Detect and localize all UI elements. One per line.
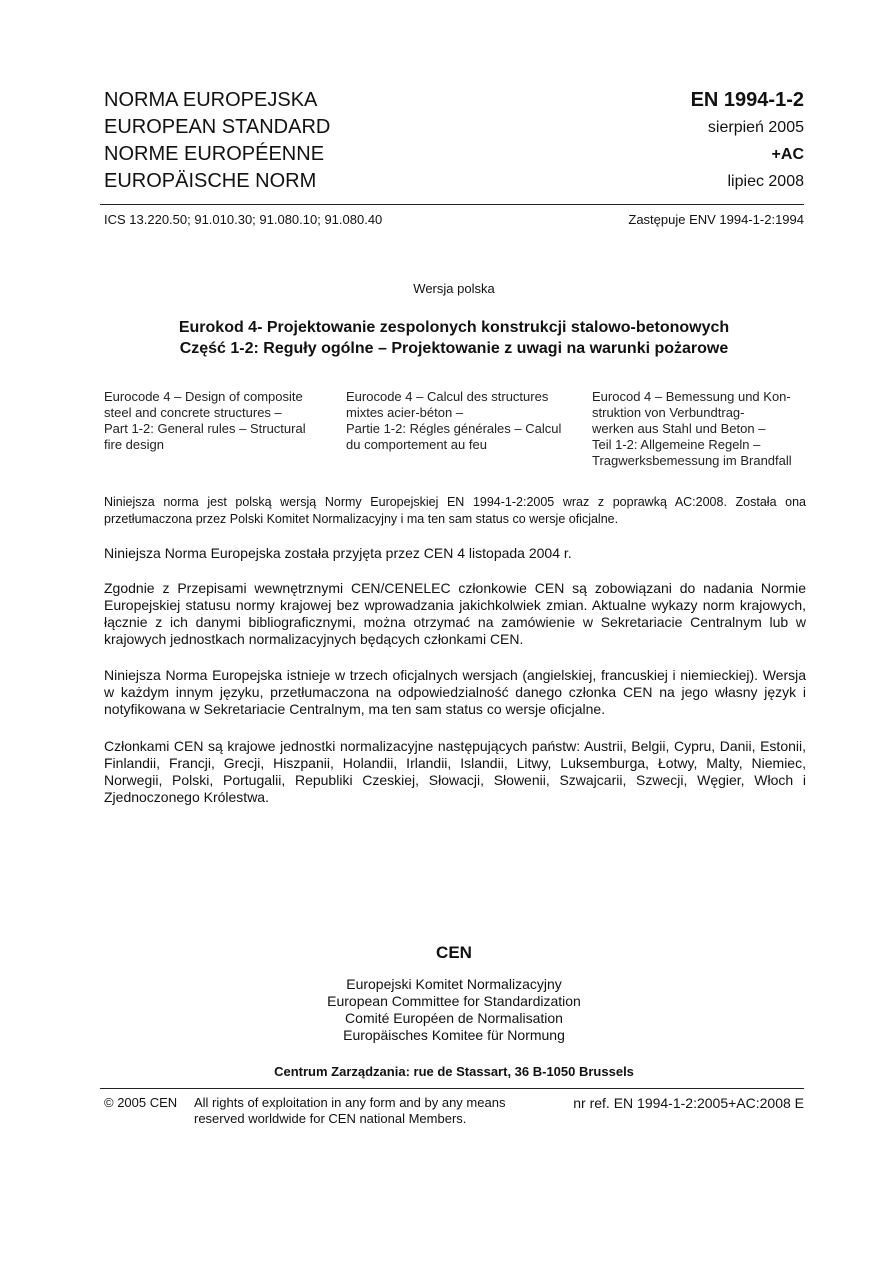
standard-names xyxy=(104,87,330,195)
translation-line: du comportement au feu xyxy=(346,437,487,452)
publication-date: sierpień 2005 xyxy=(707,119,804,136)
document-title xyxy=(0,317,893,359)
cen-name-fr: Comité Européen de Normalisation xyxy=(345,1010,563,1026)
cen-name-pl: Europejski Komitet Normalizacyjny xyxy=(346,976,562,992)
cen-acronym: CEN xyxy=(436,943,472,962)
translation-line: Teil 1-2: Allgemeine Regeln – xyxy=(592,437,761,452)
cen-address: Centrum Zarządzania: rue de Stassart, 36 B-1050 Brussels xyxy=(274,1064,634,1079)
paragraph-official-versions: Niniejsza Norma Europejska istnieje w trzech oficjalnych wersjach (angielskiej, francuskiej i niemieckiej). Wersja w każdym innym języku, przetłumaczona na odpowiedzialność danego członka CEN na jego własny język i notyfikowana w Sekretariacie Centralnym, ma ten sam status co wersje oficjalne. xyxy=(104,667,806,717)
translation-fr xyxy=(346,389,576,453)
footer-divider xyxy=(100,1088,804,1089)
translation-line: Eurocod 4 – Bemessung und Kon- xyxy=(592,389,791,404)
standard-name-en: EUROPEAN STANDARD xyxy=(104,116,331,138)
translation-line: Partie 1-2: Régles générales – Calcul xyxy=(346,421,562,436)
standard-number: EN 1994-1-2 xyxy=(690,89,804,111)
supersedes-note: Zastępuje ENV 1994-1-2:1994 xyxy=(628,212,804,227)
translation-line: Eurocode 4 – Design of composite xyxy=(104,389,303,404)
ics-codes: ICS 13.220.50; 91.010.30; 91.080.10; 91.080.40 xyxy=(104,212,383,227)
rights-line-1: All rights of exploitation in any form and by any means xyxy=(194,1095,506,1110)
paragraph-internal-regulations: Zgodnie z Przepisami wewnętrznymi CEN/CENELEC członkowie CEN są zobowiązani do nadania Normie Europejskiej statusu normy krajowej bez wprowadzania jakichkolwiek zmian. Aktualne wykazy norm krajowych, łącznie z ich danymi bibliograficznymi, można otrzymać na zamówienie w Sekretariacie Centralnym lub w krajowych jednostkach normalizacyjnych będących członkami CEN. xyxy=(104,580,806,647)
translation-line: werken aus Stahl und Beton – xyxy=(592,421,766,436)
standard-name-de: EUROPÄISCHE NORM xyxy=(104,170,317,192)
header-divider xyxy=(100,204,804,205)
version-label: Wersja polska xyxy=(413,281,495,296)
translation-de xyxy=(592,389,812,469)
cen-name-de: Europäisches Komitee für Normung xyxy=(343,1027,565,1043)
translation-line: struktion von Verbundtrag- xyxy=(592,405,745,420)
title-line-2: Część 1-2: Reguły ogólne – Projektowanie z uwagi na warunki pożarowe xyxy=(179,340,729,357)
standard-name-fr: NORME EUROPÉENNE xyxy=(104,143,325,165)
paragraph-members: Członkami CEN są krajowe jednostki normalizacyjne następujących państw: Austrii, Belgii, Cypru, Danii, Estonii, Finlandii, Francji, Grecji, Hiszpanii, Holandii, Irlandii, Islandii, Litwy, Luksemburga, Łotwy, Malty, Niemiec, Norwegii, Polski, Portugalii, Republiki Czeskiej, Słowacji, Słowenii, Szwajcarii, Szwecji, Węgier, Włoch i Zjednoczonego Królestwa. xyxy=(104,738,806,805)
amendment-label: +AC xyxy=(771,146,804,163)
translation-line: steel and concrete structures – xyxy=(104,405,282,420)
reference-number: nr ref. EN 1994-1-2:2005+AC:2008 E xyxy=(573,1095,804,1111)
copyright: © 2005 CEN xyxy=(104,1095,178,1110)
translation-line: mixtes acier-béton – xyxy=(346,405,464,420)
translation-line: Tragwerksbemessung im Brandfall xyxy=(592,453,792,468)
cen-name-en: European Committee for Standardization xyxy=(327,993,581,1009)
amendment-date: lipiec 2008 xyxy=(727,173,804,190)
rights-line-2: reserved worldwide for CEN national Members. xyxy=(194,1111,467,1126)
standard-meta xyxy=(504,87,804,195)
translation-en xyxy=(104,389,334,453)
translation-line: Part 1-2: General rules – Structural xyxy=(104,421,306,436)
paragraph-polish-version: Niniejsza norma jest polską wersją Normy Europejskiej EN 1994-1-2:2005 wraz z poprawką AC:2008. Została ona przetłumaczona przez Polski Komitet Normalizacyjny i ma ten sam status co wersje oficjalne. xyxy=(104,495,806,526)
title-line-1: Eurokod 4- Projektowanie zespolonych konstrukcji stalowo-betonowych xyxy=(178,319,730,336)
cen-names xyxy=(0,976,893,1044)
translation-line: Eurocode 4 – Calcul des structures xyxy=(346,389,549,404)
paragraph-adoption: Niniejsza Norma Europejska została przyjęta przez CEN 4 listopada 2004 r. xyxy=(104,545,572,561)
standard-name-pl: NORMA EUROPEJSKA xyxy=(104,89,318,111)
translation-line: fire design xyxy=(104,437,164,452)
rights-statement xyxy=(194,1095,505,1127)
